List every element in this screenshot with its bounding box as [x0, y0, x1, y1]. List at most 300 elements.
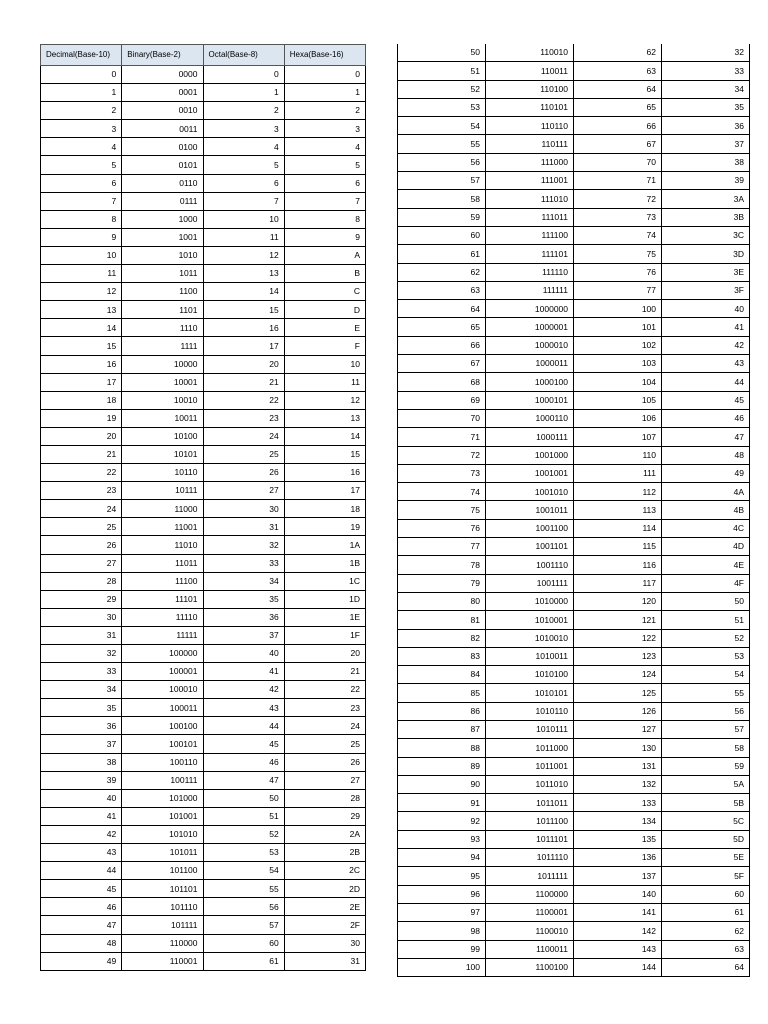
- octal-cell: 46: [203, 753, 284, 771]
- table-row: [41, 373, 366, 391]
- decimal-cell: 92: [398, 812, 486, 830]
- table-row: [398, 885, 750, 903]
- hexa-cell: 2E: [284, 898, 365, 916]
- hexa-cell: 39: [662, 172, 750, 190]
- hexa-cell: 40: [662, 300, 750, 318]
- binary-cell: 11110: [122, 608, 203, 626]
- hexa-cell: 2B: [284, 844, 365, 862]
- table-row: [41, 844, 366, 862]
- binary-cell: 100100: [122, 717, 203, 735]
- hexa-cell: 13: [284, 409, 365, 427]
- binary-cell: 1000: [122, 210, 203, 228]
- binary-cell: 1010: [122, 246, 203, 264]
- binary-cell: 111101: [486, 245, 574, 263]
- binary-cell: 1100: [122, 283, 203, 301]
- octal-cell: 26: [203, 464, 284, 482]
- octal-cell: 21: [203, 373, 284, 391]
- binary-cell: 11010: [122, 536, 203, 554]
- decimal-cell: 11: [41, 265, 122, 283]
- hexa-cell: 21: [284, 663, 365, 681]
- binary-cell: 1001011: [486, 501, 574, 519]
- binary-cell: 111000: [486, 153, 574, 171]
- octal-cell: 51: [203, 807, 284, 825]
- decimal-cell: 15: [41, 337, 122, 355]
- binary-cell: 1100000: [486, 885, 574, 903]
- table-row: [41, 645, 366, 663]
- decimal-cell: 88: [398, 739, 486, 757]
- table-row: [398, 263, 750, 281]
- hexa-cell: 3B: [662, 208, 750, 226]
- hexa-cell: 63: [662, 940, 750, 958]
- decimal-cell: 25: [41, 518, 122, 536]
- decimal-cell: 77: [398, 538, 486, 556]
- octal-cell: 106: [574, 409, 662, 427]
- decimal-cell: 21: [41, 445, 122, 463]
- table-row: [41, 572, 366, 590]
- octal-cell: 60: [203, 934, 284, 952]
- hexa-cell: 2: [284, 102, 365, 120]
- table-row: [398, 830, 750, 848]
- table-row: [398, 849, 750, 867]
- octal-cell: 15: [203, 301, 284, 319]
- octal-cell: 37: [203, 626, 284, 644]
- hexa-cell: 46: [662, 409, 750, 427]
- binary-cell: 10111: [122, 482, 203, 500]
- octal-cell: 74: [574, 226, 662, 244]
- table-row: [398, 409, 750, 427]
- octal-cell: 103: [574, 355, 662, 373]
- hexa-cell: 18: [284, 500, 365, 518]
- decimal-cell: 66: [398, 336, 486, 354]
- table-row: [398, 391, 750, 409]
- decimal-cell: 37: [41, 735, 122, 753]
- decimal-cell: 22: [41, 464, 122, 482]
- decimal-cell: 3: [41, 120, 122, 138]
- hexa-cell: 32: [662, 44, 750, 62]
- binary-cell: 110011: [486, 62, 574, 80]
- binary-cell: 101110: [122, 898, 203, 916]
- octal-cell: 1: [203, 84, 284, 102]
- binary-cell: 100011: [122, 699, 203, 717]
- decimal-cell: 20: [41, 427, 122, 445]
- table-row: [398, 647, 750, 665]
- table-row: [41, 102, 366, 120]
- hexa-cell: 1: [284, 84, 365, 102]
- table-row: [398, 428, 750, 446]
- octal-cell: 101: [574, 318, 662, 336]
- hexa-cell: 49: [662, 464, 750, 482]
- octal-cell: 2: [203, 102, 284, 120]
- decimal-cell: 58: [398, 190, 486, 208]
- table-row: [398, 483, 750, 501]
- octal-cell: 66: [574, 117, 662, 135]
- hexa-cell: 48: [662, 446, 750, 464]
- decimal-cell: 60: [398, 226, 486, 244]
- table-row: [41, 663, 366, 681]
- decimal-cell: 17: [41, 373, 122, 391]
- conversion-table-right: [397, 44, 750, 977]
- table-row: [398, 190, 750, 208]
- right-table-body: [398, 44, 750, 977]
- octal-cell: 16: [203, 319, 284, 337]
- binary-cell: 1011100: [486, 812, 574, 830]
- table-row: [41, 590, 366, 608]
- hexa-cell: 7: [284, 192, 365, 210]
- binary-cell: 0100: [122, 138, 203, 156]
- octal-cell: 141: [574, 903, 662, 921]
- binary-cell: 0011: [122, 120, 203, 138]
- binary-cell: 1001111: [486, 574, 574, 592]
- hexa-cell: 1F: [284, 626, 365, 644]
- binary-cell: 111110: [486, 263, 574, 281]
- table-row: [41, 246, 366, 264]
- octal-cell: 35: [203, 590, 284, 608]
- binary-cell: 1010100: [486, 666, 574, 684]
- binary-cell: 1011: [122, 265, 203, 283]
- binary-cell: 100010: [122, 681, 203, 699]
- binary-cell: 11001: [122, 518, 203, 536]
- hexa-cell: 5F: [662, 867, 750, 885]
- decimal-cell: 69: [398, 391, 486, 409]
- binary-cell: 1000110: [486, 409, 574, 427]
- hexa-cell: 31: [284, 952, 365, 970]
- hexa-cell: 33: [662, 62, 750, 80]
- hexa-cell: 15: [284, 445, 365, 463]
- binary-cell: 1011011: [486, 794, 574, 812]
- octal-cell: 7: [203, 192, 284, 210]
- hexa-cell: 5D: [662, 830, 750, 848]
- hexa-cell: 41: [662, 318, 750, 336]
- octal-cell: 30: [203, 500, 284, 518]
- table-row: [398, 794, 750, 812]
- table-row: [41, 626, 366, 644]
- octal-cell: 41: [203, 663, 284, 681]
- hexa-cell: 3E: [662, 263, 750, 281]
- hexa-cell: 45: [662, 391, 750, 409]
- table-row: [41, 735, 366, 753]
- decimal-cell: 46: [41, 898, 122, 916]
- binary-cell: 1011010: [486, 775, 574, 793]
- table-row: [398, 172, 750, 190]
- table-row: [41, 554, 366, 572]
- binary-cell: 0101: [122, 156, 203, 174]
- decimal-cell: 47: [41, 916, 122, 934]
- hexa-cell: 61: [662, 903, 750, 921]
- header-row: [41, 45, 366, 66]
- binary-cell: 1100011: [486, 940, 574, 958]
- octal-cell: 105: [574, 391, 662, 409]
- decimal-cell: 79: [398, 574, 486, 592]
- table-row: [41, 753, 366, 771]
- hexa-cell: 44: [662, 373, 750, 391]
- binary-cell: 101100: [122, 862, 203, 880]
- table-row: [398, 44, 750, 62]
- octal-cell: 64: [574, 80, 662, 98]
- table-row: [398, 80, 750, 98]
- hexa-cell: 29: [284, 807, 365, 825]
- table-row: [41, 482, 366, 500]
- octal-cell: 17: [203, 337, 284, 355]
- binary-cell: 1001110: [486, 556, 574, 574]
- hexa-cell: 1B: [284, 554, 365, 572]
- hexa-cell: 60: [662, 885, 750, 903]
- binary-cell: 0111: [122, 192, 203, 210]
- table-row: [398, 98, 750, 116]
- octal-cell: 100: [574, 300, 662, 318]
- table-row: [398, 775, 750, 793]
- header-binary: Binary(Base-2): [122, 45, 203, 66]
- hexa-cell: 4F: [662, 574, 750, 592]
- table-row: [398, 153, 750, 171]
- decimal-cell: 44: [41, 862, 122, 880]
- octal-cell: 22: [203, 391, 284, 409]
- binary-cell: 101111: [122, 916, 203, 934]
- binary-cell: 1011111: [486, 867, 574, 885]
- binary-cell: 11000: [122, 500, 203, 518]
- octal-cell: 52: [203, 825, 284, 843]
- octal-cell: 112: [574, 483, 662, 501]
- octal-cell: 111: [574, 464, 662, 482]
- binary-cell: 101000: [122, 789, 203, 807]
- decimal-cell: 62: [398, 263, 486, 281]
- octal-cell: 136: [574, 849, 662, 867]
- hexa-cell: 3D: [662, 245, 750, 263]
- octal-cell: 32: [203, 536, 284, 554]
- hexa-cell: 5E: [662, 849, 750, 867]
- binary-cell: 0110: [122, 174, 203, 192]
- decimal-cell: 85: [398, 684, 486, 702]
- decimal-cell: 27: [41, 554, 122, 572]
- octal-cell: 73: [574, 208, 662, 226]
- binary-cell: 1111: [122, 337, 203, 355]
- decimal-cell: 59: [398, 208, 486, 226]
- decimal-cell: 16: [41, 355, 122, 373]
- hexa-cell: 50: [662, 592, 750, 610]
- table-row: [398, 135, 750, 153]
- hexa-cell: 64: [662, 958, 750, 976]
- octal-cell: 45: [203, 735, 284, 753]
- hexa-cell: 2F: [284, 916, 365, 934]
- decimal-cell: 64: [398, 300, 486, 318]
- table-row: [398, 629, 750, 647]
- hexa-cell: 14: [284, 427, 365, 445]
- table-row: [398, 245, 750, 263]
- binary-cell: 1001010: [486, 483, 574, 501]
- table-row: [41, 699, 366, 717]
- binary-cell: 110010: [486, 44, 574, 62]
- hexa-cell: 2C: [284, 862, 365, 880]
- decimal-cell: 94: [398, 849, 486, 867]
- binary-cell: 111111: [486, 281, 574, 299]
- decimal-cell: 72: [398, 446, 486, 464]
- decimal-cell: 12: [41, 283, 122, 301]
- binary-cell: 100111: [122, 771, 203, 789]
- decimal-cell: 43: [41, 844, 122, 862]
- hexa-cell: 26: [284, 753, 365, 771]
- decimal-cell: 48: [41, 934, 122, 952]
- hexa-cell: 2D: [284, 880, 365, 898]
- decimal-cell: 70: [398, 409, 486, 427]
- table-row: [41, 934, 366, 952]
- decimal-cell: 55: [398, 135, 486, 153]
- binary-cell: 1010010: [486, 629, 574, 647]
- hexa-cell: 3F: [662, 281, 750, 299]
- binary-cell: 100001: [122, 663, 203, 681]
- decimal-cell: 50: [398, 44, 486, 62]
- decimal-cell: 30: [41, 608, 122, 626]
- hexa-cell: D: [284, 301, 365, 319]
- octal-cell: 13: [203, 265, 284, 283]
- binary-cell: 10110: [122, 464, 203, 482]
- binary-cell: 110110: [486, 117, 574, 135]
- octal-cell: 0: [203, 66, 284, 84]
- decimal-cell: 75: [398, 501, 486, 519]
- binary-cell: 11111: [122, 626, 203, 644]
- octal-cell: 42: [203, 681, 284, 699]
- decimal-cell: 36: [41, 717, 122, 735]
- octal-cell: 12: [203, 246, 284, 264]
- binary-cell: 1001000: [486, 446, 574, 464]
- octal-cell: 137: [574, 867, 662, 885]
- table-row: [41, 445, 366, 463]
- hexa-cell: 42: [662, 336, 750, 354]
- decimal-cell: 28: [41, 572, 122, 590]
- table-row: [398, 812, 750, 830]
- decimal-cell: 5: [41, 156, 122, 174]
- octal-cell: 71: [574, 172, 662, 190]
- table-row: [41, 192, 366, 210]
- binary-cell: 110111: [486, 135, 574, 153]
- hexa-cell: 53: [662, 647, 750, 665]
- table-row: [41, 427, 366, 445]
- table-row: [398, 501, 750, 519]
- octal-cell: 125: [574, 684, 662, 702]
- decimal-cell: 34: [41, 681, 122, 699]
- table-row: [41, 952, 366, 970]
- octal-cell: 55: [203, 880, 284, 898]
- binary-cell: 1010000: [486, 592, 574, 610]
- table-row: [41, 174, 366, 192]
- octal-cell: 142: [574, 922, 662, 940]
- decimal-cell: 29: [41, 590, 122, 608]
- octal-cell: 131: [574, 757, 662, 775]
- binary-cell: 110100: [486, 80, 574, 98]
- table-row: [41, 301, 366, 319]
- hexa-cell: 4E: [662, 556, 750, 574]
- table-row: [398, 318, 750, 336]
- table-row: [41, 84, 366, 102]
- decimal-cell: 6: [41, 174, 122, 192]
- decimal-cell: 45: [41, 880, 122, 898]
- octal-cell: 110: [574, 446, 662, 464]
- octal-cell: 40: [203, 645, 284, 663]
- binary-cell: 110101: [486, 98, 574, 116]
- table-row: [398, 226, 750, 244]
- table-row: [41, 771, 366, 789]
- hexa-cell: 51: [662, 611, 750, 629]
- decimal-cell: 65: [398, 318, 486, 336]
- octal-cell: 24: [203, 427, 284, 445]
- octal-cell: 127: [574, 720, 662, 738]
- decimal-cell: 81: [398, 611, 486, 629]
- octal-cell: 121: [574, 611, 662, 629]
- decimal-cell: 35: [41, 699, 122, 717]
- hexa-cell: 55: [662, 684, 750, 702]
- decimal-cell: 54: [398, 117, 486, 135]
- binary-cell: 1000000: [486, 300, 574, 318]
- octal-cell: 72: [574, 190, 662, 208]
- decimal-cell: 40: [41, 789, 122, 807]
- octal-cell: 31: [203, 518, 284, 536]
- table-row: [41, 898, 366, 916]
- binary-cell: 0001: [122, 84, 203, 102]
- binary-cell: 1010111: [486, 720, 574, 738]
- table-row: [41, 409, 366, 427]
- table-row: [398, 538, 750, 556]
- header-hexa: Hexa(Base-16): [284, 45, 365, 66]
- hexa-cell: 3C: [662, 226, 750, 244]
- table-row: [398, 903, 750, 921]
- hexa-cell: 47: [662, 428, 750, 446]
- hexa-cell: 38: [662, 153, 750, 171]
- decimal-cell: 31: [41, 626, 122, 644]
- table-row: [398, 373, 750, 391]
- octal-cell: 62: [574, 44, 662, 62]
- decimal-cell: 32: [41, 645, 122, 663]
- binary-cell: 100000: [122, 645, 203, 663]
- binary-cell: 10010: [122, 391, 203, 409]
- table-row: [41, 464, 366, 482]
- table-row: [41, 862, 366, 880]
- table-row: [41, 156, 366, 174]
- decimal-cell: 38: [41, 753, 122, 771]
- decimal-cell: 10: [41, 246, 122, 264]
- binary-cell: 1011000: [486, 739, 574, 757]
- table-row: [398, 556, 750, 574]
- decimal-cell: 68: [398, 373, 486, 391]
- binary-cell: 1000101: [486, 391, 574, 409]
- hexa-cell: 17: [284, 482, 365, 500]
- hexa-cell: 1E: [284, 608, 365, 626]
- octal-cell: 36: [203, 608, 284, 626]
- table-row: [398, 922, 750, 940]
- hexa-cell: 27: [284, 771, 365, 789]
- decimal-cell: 83: [398, 647, 486, 665]
- octal-cell: 53: [203, 844, 284, 862]
- decimal-cell: 52: [398, 80, 486, 98]
- table-row: [398, 702, 750, 720]
- binary-cell: 1010011: [486, 647, 574, 665]
- table-row: [41, 120, 366, 138]
- hexa-cell: 37: [662, 135, 750, 153]
- hexa-cell: 59: [662, 757, 750, 775]
- decimal-cell: 41: [41, 807, 122, 825]
- octal-cell: 130: [574, 739, 662, 757]
- octal-cell: 23: [203, 409, 284, 427]
- hexa-cell: 11: [284, 373, 365, 391]
- octal-cell: 135: [574, 830, 662, 848]
- hexa-cell: 58: [662, 739, 750, 757]
- table-row: [41, 518, 366, 536]
- hexa-cell: 10: [284, 355, 365, 373]
- binary-cell: 0000: [122, 66, 203, 84]
- hexa-cell: C: [284, 283, 365, 301]
- hexa-cell: 1D: [284, 590, 365, 608]
- hexa-cell: E: [284, 319, 365, 337]
- hexa-cell: 4D: [662, 538, 750, 556]
- table-row: [41, 807, 366, 825]
- decimal-cell: 1: [41, 84, 122, 102]
